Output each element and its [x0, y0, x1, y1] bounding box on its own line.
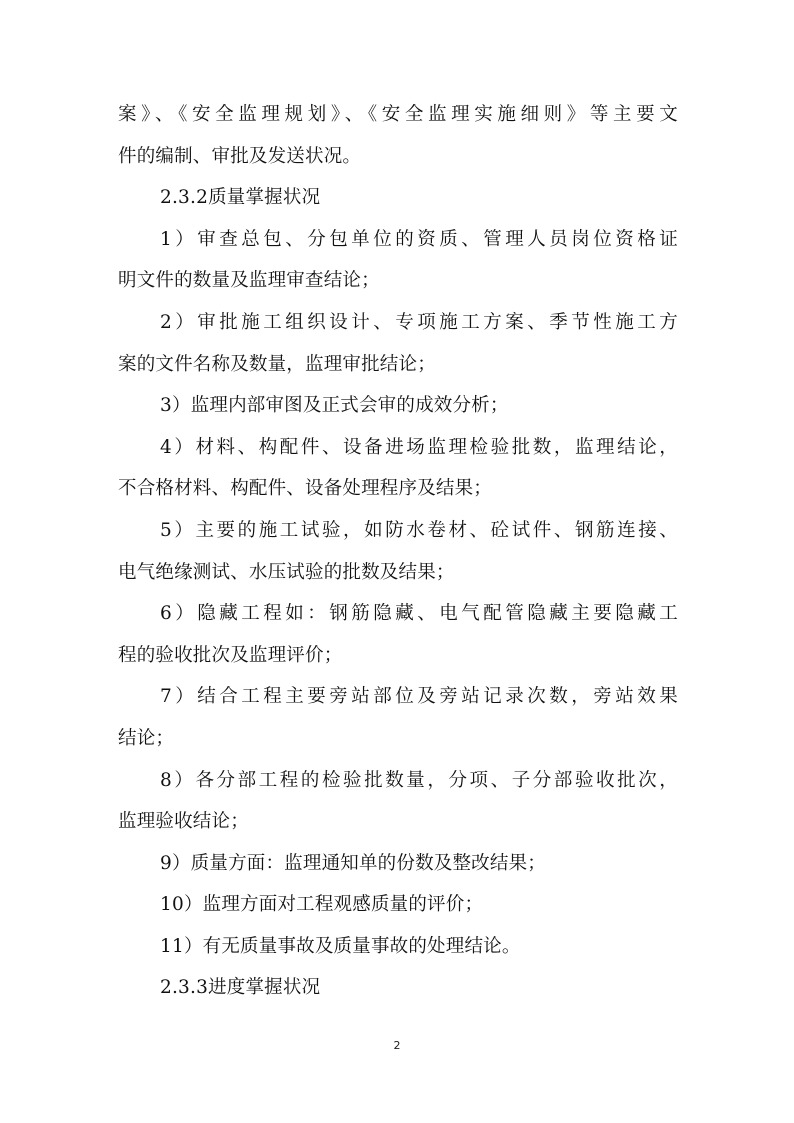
- section-heading: 2.3.3进度掌握状况: [160, 977, 321, 999]
- paragraph-line: 3）监理内部审图及正式会审的成效分析；: [160, 395, 509, 417]
- paragraph-line: 7）结合工程主要旁站部位及旁站记录次数，旁站效果: [160, 686, 678, 708]
- paragraph-line: 案的文件名称及数量，监理审批结论；: [118, 353, 436, 375]
- paragraph-line: 结论；: [118, 727, 175, 749]
- paragraph-line: 不合格材料、构配件、设备处理程序及结果；: [118, 478, 493, 500]
- paragraph-line: 案》、《安全监理规划》、《安全监理实施细则》等主要文: [118, 104, 678, 125]
- paragraph-line: 明文件的数量及监理审查结论；: [118, 270, 380, 292]
- document-body: [118, 94, 678, 1009]
- paragraph-line: 6）隐藏工程如：钢筋隐藏、电气配管隐藏主要隐藏工: [160, 603, 678, 625]
- paragraph-line: 11）有无质量事故及质量事故的处理结论。: [160, 935, 521, 957]
- page-number: 2: [393, 1039, 401, 1052]
- paragraph-line: 9）质量方面：监理通知单的份数及整改结果；: [160, 852, 546, 874]
- paragraph-line: 8）各分部工程的检验批数量，分项、子分部验收批次，: [160, 769, 678, 791]
- paragraph-line: 10）监理方面对工程观感质量的评价；: [160, 894, 484, 916]
- paragraph-line: 1）审查总包、分包单位的资质、管理人员岗位资格证: [160, 228, 678, 250]
- paragraph-line: 5）主要的施工试验，如防水卷材、砼试件、钢筋连接、: [160, 519, 678, 541]
- paragraph-line: 件的编制、审批及发送状况。: [118, 145, 362, 167]
- paragraph-line: 电气绝缘测试、水压试验的批数及结果；: [118, 561, 455, 583]
- paragraph-line: 2）审批施工组织设计、专项施工方案、季节性施工方: [160, 311, 678, 333]
- paragraph-line: 4）材料、构配件、设备进场监理检验批数，监理结论，: [160, 436, 678, 458]
- paragraph-line: 监理验收结论；: [118, 811, 249, 833]
- paragraph-line: 程的验收批次及监理评价；: [118, 644, 343, 666]
- section-heading: 2.3.2质量掌握状况: [160, 187, 321, 209]
